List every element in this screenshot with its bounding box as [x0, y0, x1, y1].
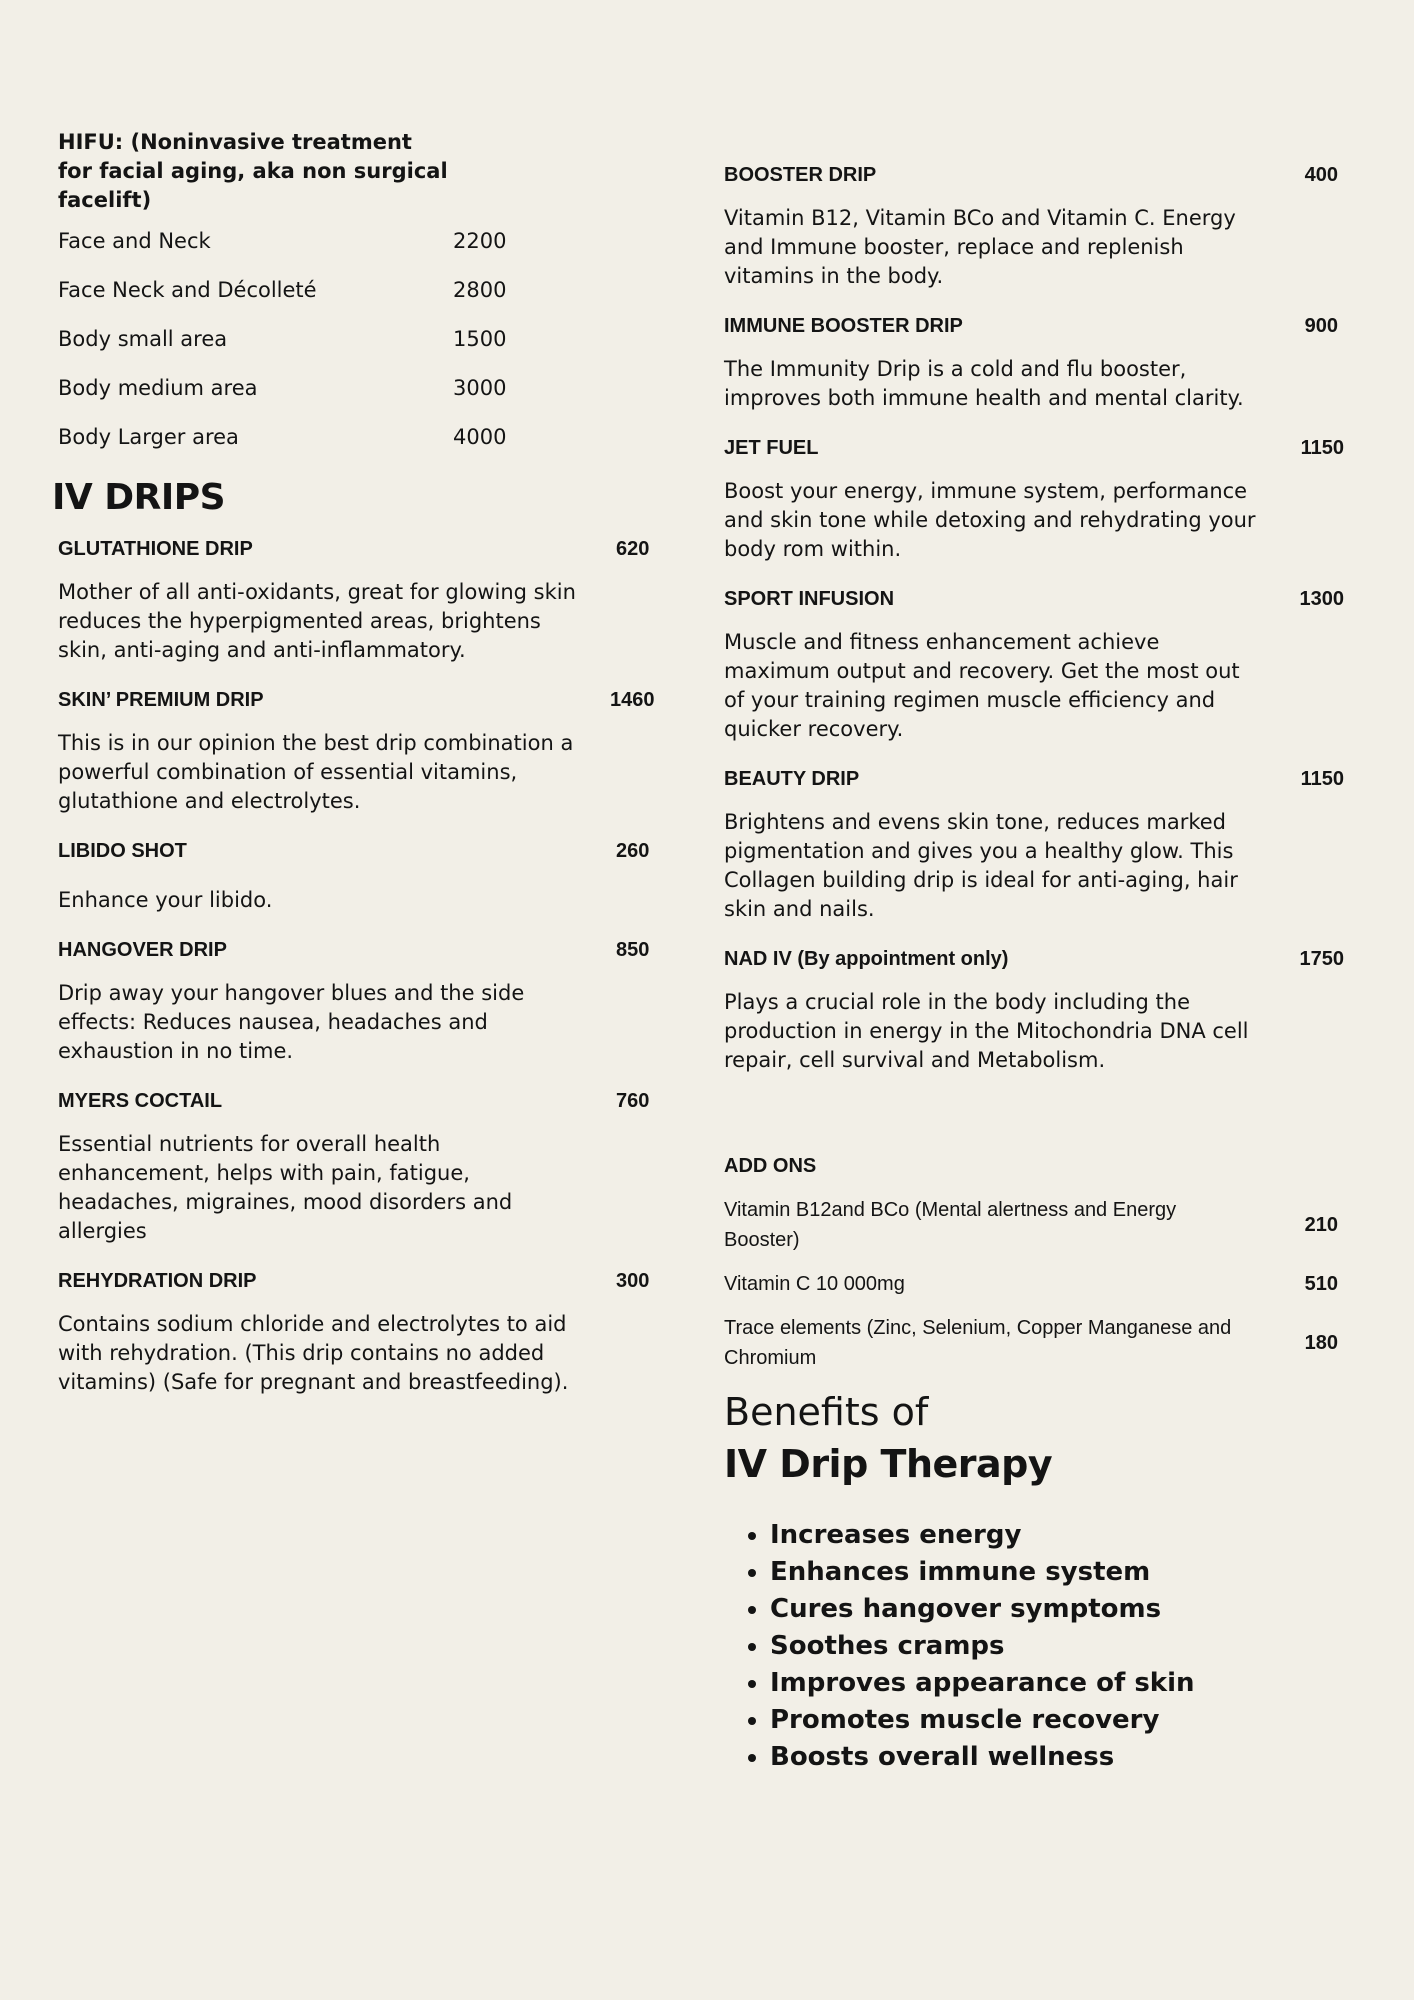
drip-name: GLUTATHIONE DRIP	[58, 538, 253, 560]
drip-name: MYERS COCTAIL	[58, 1090, 223, 1112]
drip-name: SKIN’ PREMIUM DRIP	[58, 689, 264, 711]
drip-price: 1150	[1300, 768, 1344, 790]
drip-description: Essential nutrients for overall health enhancement, helps with pain, fatigue, headaches, migraines, mood disorders and allergies	[58, 1132, 513, 1243]
hifu-row	[58, 217, 678, 266]
drip-description: The Immunity Drip is a cold and flu booster, improves both immune health and mental clarity.	[724, 357, 1244, 410]
benefits-heading-line2: IV Drip Therapy	[724, 1442, 1053, 1486]
drip-item	[724, 433, 1344, 564]
right-column	[724, 160, 1344, 1776]
drip-description: This is in our opinion the best drip combination a powerful combination of essential vitamins, glutathione and electrolytes.	[58, 731, 574, 813]
addon-name: Vitamin C 10 000mg	[724, 1273, 905, 1295]
addon-item	[724, 1195, 1344, 1255]
benefit-item: • Improves appearance of skin	[770, 1665, 1344, 1702]
benefit-item: • Soothes cramps	[770, 1628, 1344, 1665]
addon-price: 180	[1304, 1332, 1338, 1354]
iv-drips-title: IV DRIPS	[52, 477, 226, 518]
benefit-item: • Boosts overall wellness	[770, 1739, 1344, 1776]
drip-price: 260	[616, 840, 650, 862]
drip-price: 1150	[1300, 437, 1344, 459]
hifu-item-price: 2800	[453, 278, 507, 302]
drip-price: 620	[616, 538, 650, 560]
drip-description: Plays a crucial role in the body including the production in energy in the Mitochondria DNA cell repair, cell survival and Metabolism.	[724, 990, 1249, 1072]
hifu-list	[58, 217, 678, 462]
drip-item	[724, 944, 1344, 1075]
addon-name: Trace elements (Zinc, Selenium, Copper Manganese and Chromium	[724, 1317, 1232, 1369]
drip-description: Muscle and fitness enhancement achieve maximum output and recovery. Get the most out of your training regimen muscle efficiency and quicker recovery.	[724, 630, 1240, 741]
hifu-row	[58, 364, 678, 413]
addon-item	[724, 1269, 1344, 1299]
drip-description: Mother of all anti-oxidants, great for glowing skin reduces the hyperpigmented areas, brightens skin, anti-aging and anti-inflammatory.	[58, 580, 576, 662]
hifu-item-name: Body Larger area	[58, 425, 239, 449]
drip-price: 1750	[1299, 948, 1344, 970]
drip-price: 850	[616, 939, 650, 961]
hifu-title: HIFU: (Noninvasive treatment for facial aging, aka non surgical facelift)	[58, 130, 448, 212]
drip-description: Drip away your hangover blues and the side effects: Reduces nausea, headaches and exhaustion in no time.	[58, 981, 525, 1063]
addons-section	[724, 1151, 1344, 1373]
hifu-row	[58, 315, 678, 364]
benefit-item: • Promotes muscle recovery	[770, 1702, 1344, 1739]
drip-item	[724, 764, 1344, 924]
drip-item	[724, 311, 1344, 413]
addon-name: Vitamin B12and BCo (Mental alertness and Energy Booster)	[724, 1199, 1177, 1251]
addon-price: 510	[1304, 1273, 1338, 1295]
addons-title: ADD ONS	[724, 1155, 817, 1177]
drip-description: Boost your energy, immune system, performance and skin tone while detoxing and rehydrating your body rom within.	[724, 479, 1256, 561]
drip-price: 760	[616, 1090, 650, 1112]
drip-name: BEAUTY DRIP	[724, 768, 860, 790]
hifu-item-price: 4000	[453, 425, 507, 449]
drip-name: HANGOVER DRIP	[58, 939, 227, 961]
addon-price: 210	[1304, 1214, 1338, 1236]
hifu-item-price: 3000	[453, 376, 507, 400]
drip-description: Contains sodium chloride and electrolytes to aid with rehydration. (This drip contains no added vitamins) (Safe for pregnant and breastfeeding).	[58, 1312, 569, 1394]
drip-item	[58, 1086, 678, 1246]
drip-description: Enhance your libido.	[58, 888, 273, 912]
benefit-item: • Increases energy	[770, 1517, 1344, 1554]
drip-price: 300	[616, 1270, 650, 1292]
drip-price: 900	[1304, 315, 1338, 337]
drip-item	[58, 1266, 678, 1397]
benefits-heading-line1: Benefits of	[724, 1390, 929, 1434]
drip-item	[58, 836, 678, 915]
drip-name: REHYDRATION DRIP	[58, 1270, 257, 1292]
hifu-row	[58, 413, 678, 462]
hifu-item-price: 2200	[453, 229, 507, 253]
drip-name: NAD IV (By appointment only)	[724, 948, 1009, 970]
drip-price: 400	[1304, 164, 1338, 186]
drip-name: IMMUNE BOOSTER DRIP	[724, 315, 963, 337]
hifu-item-name: Body medium area	[58, 376, 258, 400]
hifu-row	[58, 266, 678, 315]
drip-name: JET FUEL	[724, 437, 819, 459]
drip-item	[58, 685, 678, 816]
benefits-section	[724, 1387, 1344, 1776]
hifu-item-name: Face Neck and Décolleté	[58, 278, 317, 302]
drip-name: BOOSTER DRIP	[724, 164, 877, 186]
hifu-item-name: Body small area	[58, 327, 228, 351]
hifu-item-price: 1500	[453, 327, 507, 351]
drip-description: Brightens and evens skin tone, reduces marked pigmentation and gives you a healthy glow. This Collagen building drip is ideal for anti-aging, hair skin and nails.	[724, 810, 1238, 921]
drip-description: Vitamin B12, Vitamin BCo and Vitamin C. Energy and Immune booster, replace and replenish vitamins in the body.	[724, 206, 1236, 288]
left-column	[52, 128, 678, 1417]
drip-item	[58, 534, 678, 665]
drip-item	[724, 584, 1344, 744]
drip-item	[724, 160, 1344, 291]
benefit-item: • Enhances immune system	[770, 1554, 1344, 1591]
drip-price: 1460	[610, 689, 655, 711]
benefits-list	[724, 1517, 1344, 1776]
drip-name: LIBIDO SHOT	[58, 840, 187, 862]
drip-item	[58, 935, 678, 1066]
drip-name: SPORT INFUSION	[724, 588, 895, 610]
drip-price: 1300	[1299, 588, 1344, 610]
hifu-item-name: Face and Neck	[58, 229, 211, 253]
benefit-item: • Cures hangover symptoms	[770, 1591, 1344, 1628]
addon-item	[724, 1313, 1344, 1373]
